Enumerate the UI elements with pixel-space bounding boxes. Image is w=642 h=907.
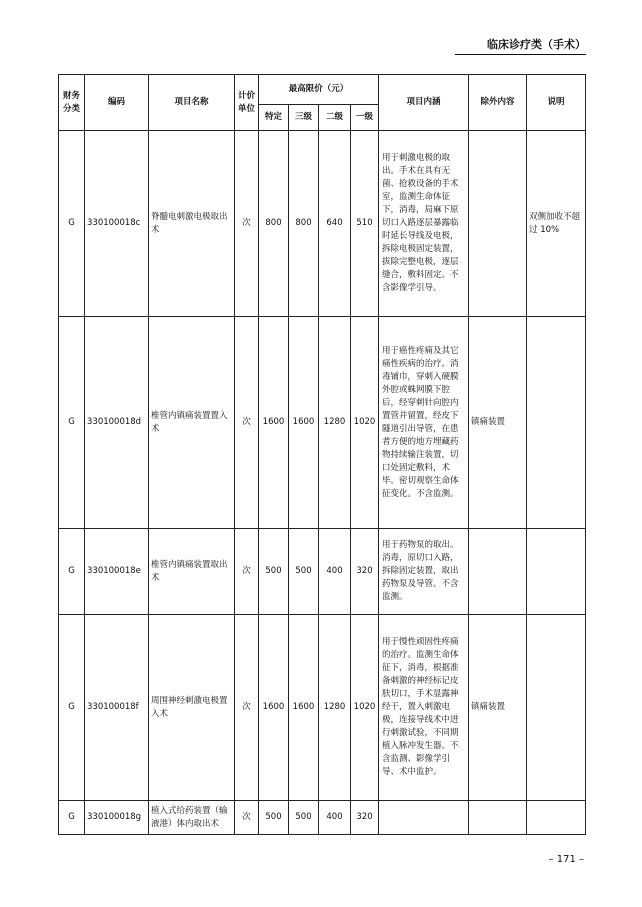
header-level1: 一级 — [351, 105, 379, 131]
header-unit: 计价单位 — [235, 75, 259, 131]
header-excluded: 除外内容 — [469, 75, 527, 131]
cell-unit: 次 — [235, 615, 259, 801]
table-row — [59, 529, 586, 615]
cell-note — [527, 317, 586, 529]
table-row — [59, 801, 586, 835]
cell-unit: 次 — [235, 317, 259, 529]
cell-finance: G — [59, 615, 85, 801]
cell-level1: 1020 — [351, 317, 379, 529]
cell-content: 用于药物泵的取出。消毒，原切口入路，拆除固定装置，取出药物泵及导管。不含监测。 — [379, 529, 469, 615]
cell-note: 双侧加收不超过 10% — [527, 131, 586, 317]
cell-level3: 1600 — [289, 317, 319, 529]
cell-name: 植入式给药装置（输液港）体内取出术 — [149, 801, 235, 835]
cell-content: 用于癌性疼痛及其它痛性疾病的治疗。消毒铺巾，穿刺入硬膜外腔或蛛网膜下腔后，经穿刺针向腔内置管并留置，经皮下隧道引出导管，在患者方便的地方埋藏药物持续输注装置，切口处固定敷料，术毕。密切观察生命体征变化。不含监测。 — [379, 317, 469, 529]
cell-finance: G — [59, 529, 85, 615]
cell-finance: G — [59, 131, 85, 317]
cell-level2: 1280 — [319, 317, 351, 529]
cell-level1: 1020 — [351, 615, 379, 801]
table-row — [59, 317, 586, 529]
cell-name: 周围神经刺激电极置入术 — [149, 615, 235, 801]
cell-level2: 400 — [319, 801, 351, 835]
cell-excluded — [469, 801, 527, 835]
cell-excluded — [469, 529, 527, 615]
cell-level2: 640 — [319, 131, 351, 317]
cell-unit: 次 — [235, 131, 259, 317]
header-name: 项目名称 — [149, 75, 235, 131]
header-rule — [455, 54, 586, 55]
cell-note — [527, 801, 586, 835]
cell-special: 1600 — [259, 615, 289, 801]
cell-finance: G — [59, 317, 85, 529]
cell-level1: 510 — [351, 131, 379, 317]
table-row — [59, 615, 586, 801]
cell-content — [379, 801, 469, 835]
header-content: 项目内涵 — [379, 75, 469, 131]
cell-level3: 500 — [289, 801, 319, 835]
cell-content: 用于慢性顽固性疼痛的治疗。监测生命体征下，消毒，根据准备刺激的神经标记皮肤切口，手术显露神经干，置入刺激电极，连接导线术中进行刺激试验，不同期植入脉冲发生器。不含监测、影像学引导、术中监护。 — [379, 615, 469, 801]
cell-unit: 次 — [235, 801, 259, 835]
price-table — [58, 74, 586, 835]
header-max-price: 最高限价（元） — [259, 75, 379, 105]
cell-name: 脊髓电刺激电极取出术 — [149, 131, 235, 317]
cell-level1: 320 — [351, 529, 379, 615]
cell-finance: G — [59, 801, 85, 835]
table-row — [59, 131, 586, 317]
cell-code: 330100018f — [85, 615, 149, 801]
cell-name: 椎管内镇痛装置取出术 — [149, 529, 235, 615]
cell-special: 800 — [259, 131, 289, 317]
cell-code: 330100018g — [85, 801, 149, 835]
cell-note — [527, 529, 586, 615]
header-note: 说明 — [527, 75, 586, 131]
cell-level2: 400 — [319, 529, 351, 615]
header-level3: 三级 — [289, 105, 319, 131]
cell-unit: 次 — [235, 529, 259, 615]
page-number: – 171 – — [548, 854, 584, 865]
cell-name: 椎管内镇痛装置置入术 — [149, 317, 235, 529]
header-finance: 财务分类 — [59, 75, 85, 131]
cell-level3: 800 — [289, 131, 319, 317]
page-header-title: 临床诊疗类（手术） — [487, 38, 586, 51]
cell-level3: 500 — [289, 529, 319, 615]
header-special: 特定 — [259, 105, 289, 131]
cell-special: 1600 — [259, 317, 289, 529]
header-code: 编码 — [85, 75, 149, 131]
cell-code: 330100018e — [85, 529, 149, 615]
cell-special: 500 — [259, 529, 289, 615]
cell-excluded: 镇痛装置 — [469, 317, 527, 529]
cell-excluded: 镇痛装置 — [469, 615, 527, 801]
cell-code: 330100018c — [85, 131, 149, 317]
header-level2: 二级 — [319, 105, 351, 131]
cell-level1: 320 — [351, 801, 379, 835]
cell-special: 500 — [259, 801, 289, 835]
cell-excluded — [469, 131, 527, 317]
cell-note — [527, 615, 586, 801]
cell-content: 用于刺激电极的取出。手术在具有无菌、抢救设备的手术室，监测生命体征下，消毒，局麻下原切口入路逐层暴露临时延长导线及电极，拆除电极固定装置，拔除完整电极，逐层缝合，敷料固定。不含影像学引导。 — [379, 131, 469, 317]
cell-level2: 1280 — [319, 615, 351, 801]
cell-code: 330100018d — [85, 317, 149, 529]
cell-level3: 1600 — [289, 615, 319, 801]
